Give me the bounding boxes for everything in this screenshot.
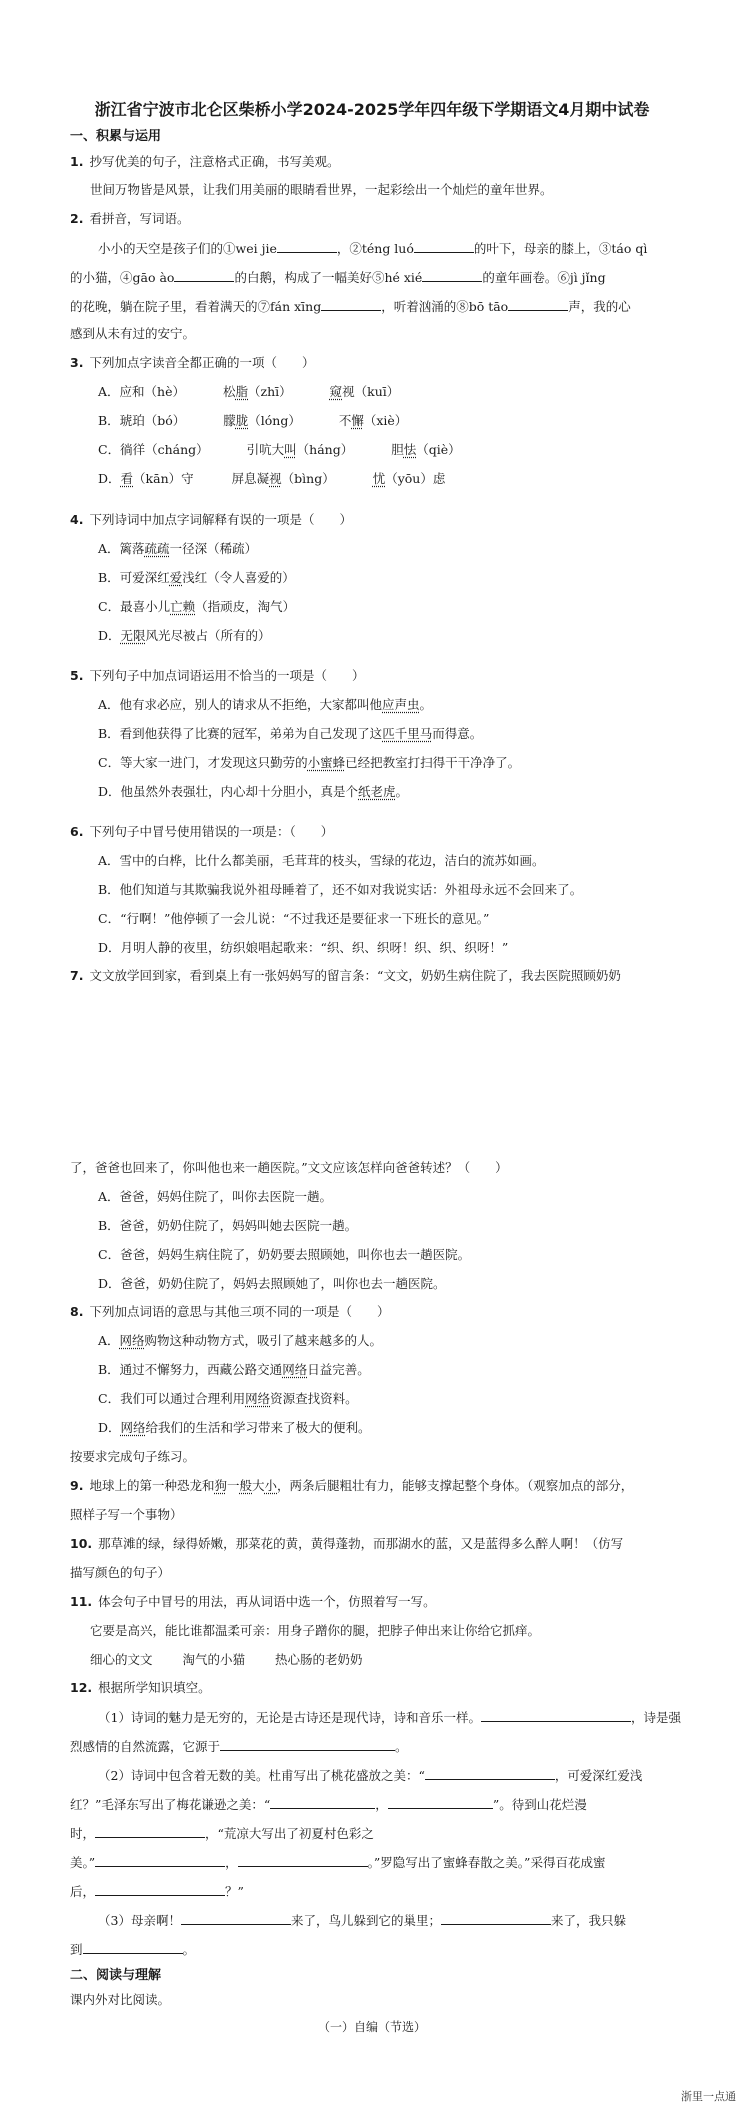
section-two-intro: 课内外对比阅读。 bbox=[70, 1992, 171, 2007]
question-2-line: 小小的天空是孩子们的①wei jie ，②téng luó 的叶下，母亲的膝上，③táo qì bbox=[98, 241, 648, 256]
excerpt-heading: （一）自编（节选） bbox=[317, 2020, 426, 2034]
word-choice[interactable]: 热心肠的老奶奶 bbox=[275, 1652, 363, 1667]
answer-blank[interactable] bbox=[481, 1709, 631, 1722]
question-12-part-2: 后， ？” bbox=[70, 1884, 244, 1899]
question-12-part-3: 到 。 bbox=[70, 1942, 196, 1957]
option-b[interactable]: B．通过不懈努力，西藏公路交通网络日益完善。 bbox=[98, 1362, 370, 1377]
option-d[interactable]: D．网络给我们的生活和学习带来了极大的便利。 bbox=[98, 1420, 371, 1435]
question-12: 12. 根据所学知识填空。 bbox=[70, 1680, 211, 1695]
question-12-part-2: （2）诗词中包含着无数的美。杜甫写出了桃花盛放之美：“ ，可爱深红爱浅 bbox=[98, 1768, 643, 1783]
option-d[interactable]: D．看（kān）守 屏息凝视（bìng） 忧（yōu）虑 bbox=[98, 471, 446, 486]
option-b[interactable]: B．看到他获得了比赛的冠军，弟弟为自己发现了这匹千里马而得意。 bbox=[98, 726, 483, 741]
answer-blank[interactable] bbox=[238, 1854, 368, 1867]
instruction: 按要求完成句子练习。 bbox=[70, 1449, 196, 1464]
answer-blank[interactable] bbox=[508, 298, 568, 311]
option-c[interactable]: C．爸爸，妈妈生病住院了，奶奶要去照顾她，叫你也去一趟医院。 bbox=[98, 1247, 471, 1262]
question-7: 7. 文文放学回到家，看到桌上有一张妈妈写的留言条：“文文，奶奶生病住院了，我去医院照顾奶奶 bbox=[70, 968, 621, 983]
answer-blank[interactable] bbox=[414, 240, 474, 253]
option-c[interactable]: C．“行啊！”他停顿了一会儿说：“不过我还是要征求一下班长的意见。” bbox=[98, 911, 490, 926]
section-one-heading: 一、积累与运用 bbox=[70, 129, 162, 144]
answer-blank[interactable] bbox=[425, 1767, 555, 1780]
option-a[interactable]: A．篱落疏疏一径深（稀疏） bbox=[98, 541, 258, 556]
option-b[interactable]: B．他们知道与其欺骗我说外祖母睡着了，还不如对我说实话：外祖母永远不会回来了。 bbox=[98, 882, 583, 897]
option-a[interactable]: A．雪中的白桦，比什么都美丽，毛茸茸的枝头，雪绿的花边，洁白的流苏如画。 bbox=[98, 853, 545, 868]
word-choice[interactable]: 细心的文文 bbox=[90, 1652, 153, 1667]
question-10: 10. 那草滩的绿，绿得娇嫩，那菜花的黄，黄得蓬勃，而那湖水的蓝，又是蓝得多么醉人啊！（仿写 bbox=[70, 1536, 624, 1551]
question-12-part-2: 美。” ， 。”罗隐写出了蜜蜂春散之美。”采得百花成蜜 bbox=[70, 1855, 606, 1870]
question-2: 2. 看拼音，写词语。 bbox=[70, 211, 190, 226]
option-a[interactable]: A．他有求必应，别人的请求从不拒绝，大家都叫他应声虫。 bbox=[98, 697, 433, 712]
question-12-part-2: 时， ，“荒凉大写出了初夏村色彩之 bbox=[70, 1826, 374, 1841]
question-12-part-3: （3）母亲啊！ 来了，鸟儿躲到它的巢里； 来了，我只躲 bbox=[98, 1913, 626, 1928]
answer-blank[interactable] bbox=[181, 1912, 291, 1925]
option-c[interactable]: C．最喜小儿亡赖（指顽皮，淘气） bbox=[98, 599, 296, 614]
option-d[interactable]: D．爸爸，奶奶住院了，妈妈去照顾她了，叫你也去一趟医院。 bbox=[98, 1276, 446, 1291]
word-choices bbox=[90, 1652, 389, 1668]
answer-blank[interactable] bbox=[95, 1883, 225, 1896]
option-b[interactable]: B．可爱深红爱浅红（令人喜爱的） bbox=[98, 570, 295, 585]
answer-blank[interactable] bbox=[83, 1941, 183, 1954]
option-c[interactable]: C．等大家一进门，才发现这只勤劳的小蜜蜂已经把教室打扫得干干净净了。 bbox=[98, 755, 521, 770]
answer-blank[interactable] bbox=[422, 269, 482, 282]
answer-blank[interactable] bbox=[95, 1825, 205, 1838]
answer-blank[interactable] bbox=[441, 1912, 551, 1925]
question-9: 9. 地球上的第一种恐龙和狗一般大小，两条后腿粗壮有力，能够支撑起整个身体。（观察加点的部分， bbox=[70, 1478, 634, 1493]
answer-blank[interactable] bbox=[388, 1796, 493, 1809]
question-1: 1. 抄写优美的句子，注意格式正确，书写美观。 bbox=[70, 154, 340, 169]
option-d[interactable]: D．他虽然外表强壮，内心却十分胆小，真是个纸老虎。 bbox=[98, 784, 409, 799]
question-11: 11. 体会句子中冒号的用法，再从词语中选一个，仿照着写一写。 bbox=[70, 1594, 436, 1609]
question-12-part-2: 红？”毛泽东写出了梅花谦逊之美：“ ， ”。待到山花烂漫 bbox=[70, 1797, 587, 1812]
answer-blank[interactable] bbox=[174, 269, 234, 282]
question-12-part-1: 烈感情的自然流露，它源于 。 bbox=[70, 1739, 408, 1754]
section-two-heading: 二、阅读与理解 bbox=[70, 1968, 162, 1983]
option-c[interactable]: C．徜徉（cháng） 引吭大叫（háng） 胆怯（qiè） bbox=[98, 442, 461, 457]
question-2-line: 的花晚，躺在院子里，看着满天的⑦fán xīng ，听着汹涌的⑧bō tāo 声，我的心 bbox=[70, 299, 631, 314]
question-9-continued: 照样子写一个事物） bbox=[70, 1507, 183, 1522]
option-b[interactable]: B．琥珀（bó） 朦胧（lóng） 不懈（xiè） bbox=[98, 413, 408, 428]
option-a[interactable]: A．应和（hè） 松脂（zhī） 窥视（kuī） bbox=[98, 384, 400, 399]
option-a[interactable]: A．网络购物这种动物方式，吸引了越来越多的人。 bbox=[98, 1333, 383, 1348]
option-a[interactable]: A．爸爸，妈妈住院了，叫你去医院一趟。 bbox=[98, 1189, 333, 1204]
question-4: 4. 下列诗词中加点字词解释有误的一项是（ ） bbox=[70, 512, 352, 527]
question-2-line: 感到从未有过的安宁。 bbox=[70, 326, 196, 341]
question-12-part-1: （1）诗词的魅力是无穷的，无论是古诗还是现代诗，诗和音乐一样。 ，诗是强 bbox=[98, 1710, 681, 1725]
exam-title: 浙江省宁波市北仑区柴桥小学2024-2025学年四年级下学期语文4月期中试卷 bbox=[94, 100, 650, 119]
option-b[interactable]: B．爸爸，奶奶住院了，妈妈叫她去医院一趟。 bbox=[98, 1218, 358, 1233]
question-7-continued: 了，爸爸也回来了，你叫他也来一趟医院。”文文应该怎样向爸爸转述？（ ） bbox=[70, 1160, 508, 1175]
answer-blank[interactable] bbox=[270, 1796, 375, 1809]
question-3: 3. 下列加点字读音全都正确的一项（ ） bbox=[70, 355, 315, 370]
example-sentence: 它要是高兴，能比谁都温柔可亲：用身子蹭你的腿，把脖子伸出来让你给它抓痒。 bbox=[90, 1623, 541, 1638]
question-6: 6. 下列句子中冒号使用错误的一项是：（ ） bbox=[70, 824, 334, 839]
answer-blank[interactable] bbox=[95, 1854, 225, 1867]
option-c[interactable]: C．我们可以通过合理利用网络资源查找资料。 bbox=[98, 1391, 358, 1406]
question-10-continued: 描写颜色的句子） bbox=[70, 1565, 171, 1580]
option-d[interactable]: D．月明人静的夜里，纺织娘唱起歌来：“织、织、织呀！织、织、织呀！” bbox=[98, 940, 509, 955]
question-8: 8. 下列加点词语的意思与其他三项不同的一项是（ ） bbox=[70, 1304, 390, 1319]
watermark: 浙里一点通 bbox=[681, 2090, 736, 2103]
option-d[interactable]: D．无限风光尽被占（所有的） bbox=[98, 628, 271, 643]
question-1-text: 世间万物皆是风景，让我们用美丽的眼睛看世界，一起彩绘出一个灿烂的童年世界。 bbox=[90, 182, 553, 197]
question-5: 5. 下列句子中加点词语运用不恰当的一项是（ ） bbox=[70, 668, 365, 683]
question-2-line: 的小猫，④gāo ào 的白鹅，构成了一幅美好⑤hé xié 的童年画卷。⑥jì jǐng bbox=[70, 270, 606, 285]
answer-blank[interactable] bbox=[321, 298, 381, 311]
answer-blank[interactable] bbox=[277, 240, 337, 253]
word-choice[interactable]: 淘气的小猫 bbox=[182, 1652, 246, 1667]
answer-blank[interactable] bbox=[220, 1738, 395, 1751]
